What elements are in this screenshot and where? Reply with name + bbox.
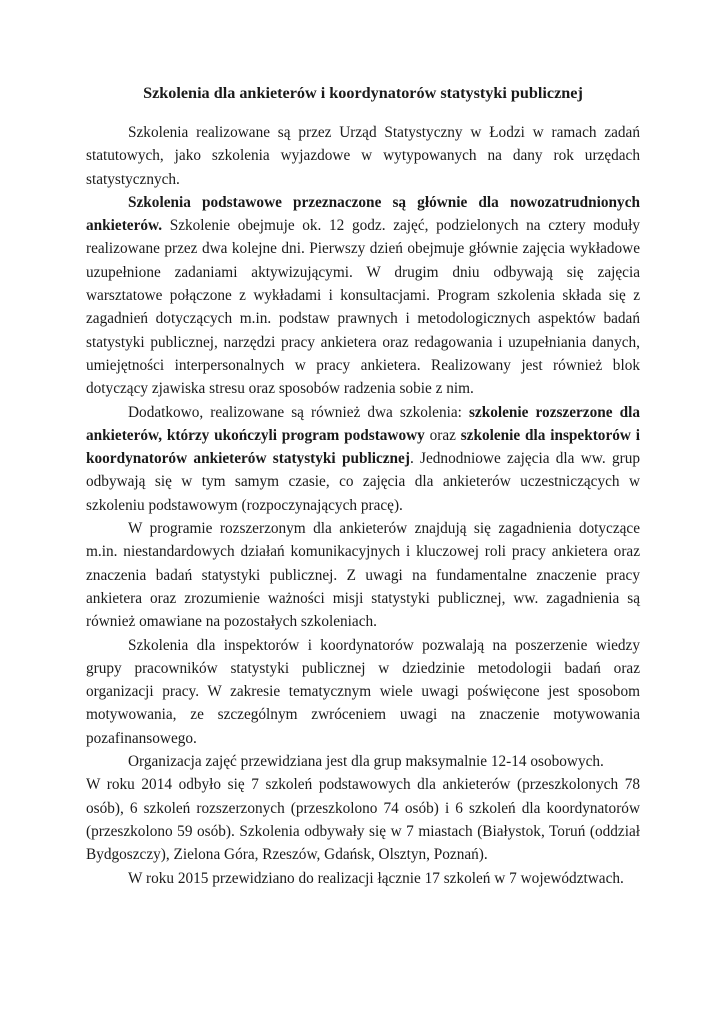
basic-training-bold: Szkolenia podstawowe przeznaczone są głównie dla nowozatrudnionych ankieterów.: [86, 193, 640, 235]
additional-text-2: oraz: [424, 426, 461, 444]
extended-training-bold: szkolenie rozszerzone dla ankieterów, którzy ukończyli program podstawowy: [86, 403, 641, 444]
basic-training-text: Szkolenie obejmuje ok. 12 godz. zajęć, podzielonych na cztery moduły realizowane przez dwa kolejne dni. Pierwszy dzień obejmuje głównie zajęcia wykładowe uzupełnione zadaniami aktywizującymi. W drugim dniu odbywają się zajęcia warsztatowe połączone z wykładami i konsultacjami. Program szkolenia składa się z zagadnień dotyczących m.in. podstaw prawnych i metodologicznych aspektów badań statystyki publicznej, narzędzi pracy ankietera oraz redagowania i uzupełniania danych, umiejętności interpersonalnych w pracy ankietera. Realizowany jest również blok dotyczący zjawiska stresu oraz sposobów radzenia sobie z nim.: [86, 217, 640, 398]
paragraph-inspectors: Szkolenia dla inspektorów i koordynatorów pozwalają na poszerzenie wiedzy grupy pracowników statystyki publicznej w dziedzinie metodologii badań oraz organizacji pracy. W zakresie tematycznym wiele uwagi poświęcone jest sposobom motywowania, ze szczególnym zwróceniem uwagi na znaczenie motywowania pozafinansowego.: [86, 636, 640, 747]
paragraph-extended-program: W programie rozszerzonym dla ankieterów znajdują się zagadnienia dotyczące m.in. niestandardowych działań komunikacyjnych i kluczowej roli pracy ankietera oraz znaczenia badań statystyki publicznej. Z uwagi na fundamentalne znaczenie pracy ankietera oraz zrozumienie ważności misji statystyki publicznej, ww. zagadnienia są również omawiane na pozostałych szkoleniach.: [86, 520, 640, 631]
document-title: Szkolenia dla ankieterów i koordynatorów statystyki publicznej: [143, 84, 583, 102]
additional-text-3: . Jednodniowe zajęcia dla ww. grup odbywają się w tym samym czasie, co zajęcia dla ankieterów uczestniczących w szkoleniu podstawowym (rozpoczynających pracę).: [86, 450, 640, 514]
paragraph-basic-training: [86, 191, 640, 401]
additional-text-1: Dodatkowo, realizowane są również dwa szkolenia:: [128, 403, 469, 421]
inspector-training-bold: szkolenie dla inspektorów i koordynatorów ankieterów statystyki publicznej: [86, 426, 640, 468]
paragraph-2014-stats: W roku 2014 odbyło się 7 szkoleń podstawowych dla ankieterów (przeszkolonych 78 osób), 6 szkoleń rozszerzonych (przeszkolono 74 osób) i 6 szkoleń dla koordynatorów (przeszkolono 59 osób). Szkolenia odbywały się w 7 miastach (Białystok, Toruń (oddział Bydgoszczy), Zielona Góra, Rzeszów, Gdańsk, Olsztyn, Poznań).: [86, 776, 640, 864]
paragraph-group-size: Organizacja zajęć przewidziana jest dla grup maksymalnie 12-14 osobowych.: [128, 753, 604, 771]
paragraph-intro: Szkolenia realizowane są przez Urząd Statystyczny w Łodzi w ramach zadań statutowych, jako szkolenia wyjazdowe w wytypowanych na dany rok urzędach statystycznych.: [86, 124, 640, 188]
paragraph-additional-training: [86, 401, 640, 517]
document-page: [86, 82, 640, 890]
paragraph-2015-plan: W roku 2015 przewidziano do realizacji łącznie 17 szkoleń w 7 województwach.: [128, 869, 624, 887]
